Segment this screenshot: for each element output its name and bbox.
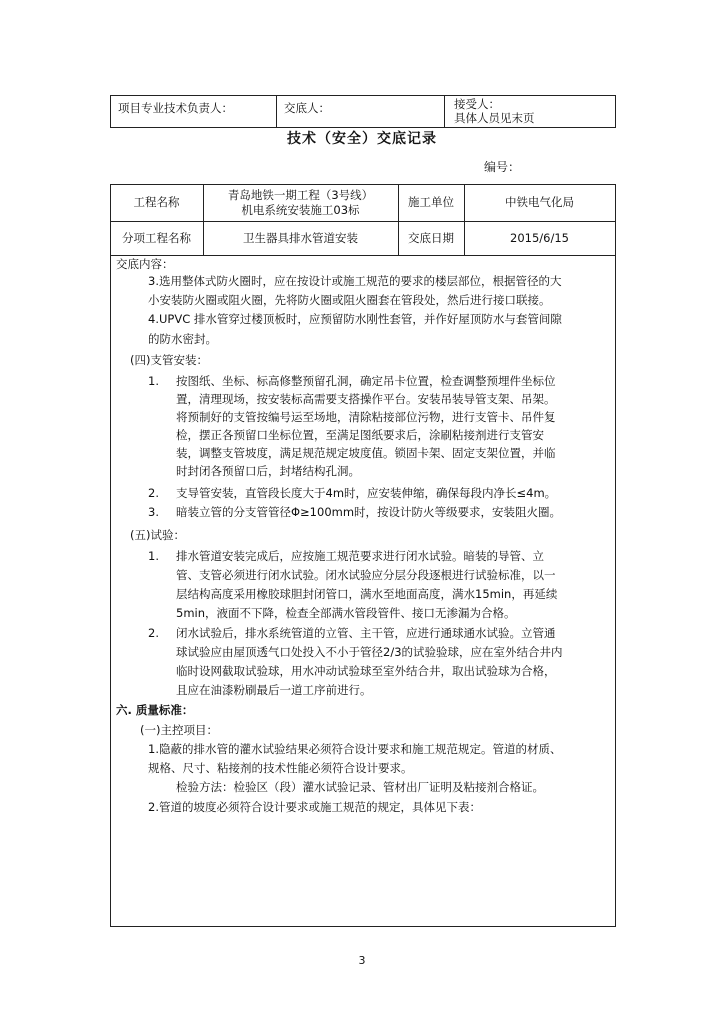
project-name-line2: 机电系统安装施工03标 bbox=[241, 203, 360, 217]
document-title: 技术（安全）交底记录 bbox=[287, 131, 437, 147]
content-line: 置，清理现场，按安装标高需要支搭操作平台。安装吊装导管支架、吊架。 bbox=[176, 392, 556, 406]
section-heading: (四)支管安装： bbox=[130, 353, 208, 367]
tech-lead-label: 项目专业技术负责人： bbox=[118, 101, 233, 115]
content-line: 4.UPVC 排水管穿过楼顶板时，应预留防水刚性套管，并作好屋顶防水与套管间隙 bbox=[148, 312, 562, 326]
content-line: 5min，液面不下降，检查全部满水管段管件、接口无渗漏为合格。 bbox=[176, 606, 516, 620]
content-line: 按图纸、坐标、标高修整预留孔洞，确定吊卡位置，检查调整预埋件坐标位 bbox=[176, 374, 556, 388]
content-line: 管、支管必须进行闭水试验。闭水试验应分层分段逐根进行试验标准，以一 bbox=[176, 568, 556, 582]
subproject-value: 卫生器具排水管道安装 bbox=[243, 231, 358, 245]
section-heading: (一)主控项目： bbox=[140, 723, 218, 737]
date-value: 2015/6/15 bbox=[510, 231, 569, 245]
project-name-label: 工程名称 bbox=[133, 195, 180, 209]
content-line: 1.隐蔽的排水管的灌水试验结果必须符合设计要求和施工规范规定。管道的材质、 bbox=[148, 742, 562, 756]
content-line: 支导管安装，直管段长度大于4m时，应安装伸缩，确保每段内净长≤4m。 bbox=[176, 486, 557, 500]
list-number: 2. bbox=[148, 626, 159, 640]
content-line: 暗装立管的分支管管径Φ≥100mm时，按设计防火等级要求，安装阻火圈。 bbox=[176, 505, 562, 519]
date-label: 交底日期 bbox=[408, 231, 454, 245]
project-name-line1: 青岛地铁一期工程（3号线） bbox=[227, 188, 374, 202]
quality-standard-heading: 六. 质量标准： bbox=[116, 703, 194, 717]
receiver-label: 接受人： bbox=[454, 97, 500, 111]
content-line: 装，调整支管坡度，满足规范规定坡度值。锁固卡架、固定支架位置，并临 bbox=[176, 446, 556, 460]
content-line: 小安装防火圈或阻火圈，先将防火圈或阻火圈套在管段处，然后进行接口联接。 bbox=[148, 293, 551, 307]
list-number: 2. bbox=[148, 486, 159, 500]
content-line: 排水管道安装完成后，应按施工规范要求进行闭水试验。暗装的导管、立 bbox=[176, 549, 544, 563]
content-line: 检，摆正各预留口坐标位置，至满足图纸要求后，涂刷粘接剂进行支管安 bbox=[176, 428, 544, 442]
discloser-label: 交底人： bbox=[284, 101, 330, 115]
contractor-value: 中铁电气化局 bbox=[505, 195, 574, 209]
section-heading: (五)试验： bbox=[130, 528, 185, 542]
subproject-label: 分项工程名称 bbox=[122, 231, 191, 245]
content-line: 检验方法：检验区（段）灌水试验记录、管材出厂证明及粘接剂合格证。 bbox=[176, 780, 544, 794]
serial-number-label: 编号： bbox=[484, 160, 521, 174]
content-line: 临时设网截取试验球，用水冲动试验球至室外结合井，取出试验球为合格， bbox=[176, 664, 556, 678]
content-line: 时封闭各预留口后，封堵结构孔洞。 bbox=[176, 464, 360, 478]
content-line: 闭水试验后，排水系统管道的立管、主干管，应进行通球通水试验。立管通 bbox=[176, 626, 556, 640]
list-number: 1. bbox=[148, 549, 159, 563]
page-number: 3 bbox=[358, 954, 366, 967]
content-line: 层结构高度采用橡胶球胆封闭管口，满水至地面高度，满水15min，再延续 bbox=[176, 587, 558, 601]
content-label: 交底内容： bbox=[116, 257, 174, 271]
receiver-value: 具体人员见末页 bbox=[454, 111, 535, 125]
content-line: 2.管道的坡度必须符合设计要求或施工规范的规定，具体见下表： bbox=[148, 800, 481, 814]
content-line: 3.选用整体式防火圈时，应在按设计或施工规范的要求的楼层部位，根据管径的大 bbox=[148, 274, 562, 288]
contractor-label: 施工单位 bbox=[408, 195, 454, 209]
content-line: 且应在油漆粉刷最后一道工序前进行。 bbox=[176, 683, 372, 697]
list-number: 1. bbox=[148, 374, 159, 388]
content-line: 的防水密封。 bbox=[148, 332, 217, 346]
content-line: 将预制好的支管按编号运至场地，清除粘接部位污物，进行支管卡、吊件复 bbox=[176, 410, 556, 424]
content-line: 规格、尺寸、粘接剂的技术性能必须符合设计要求。 bbox=[148, 761, 413, 775]
content-line: 球试验应由屋顶透气口处投入不小于管径2/3的试验验球，应在室外结合井内 bbox=[176, 645, 563, 659]
list-number: 3. bbox=[148, 505, 159, 519]
